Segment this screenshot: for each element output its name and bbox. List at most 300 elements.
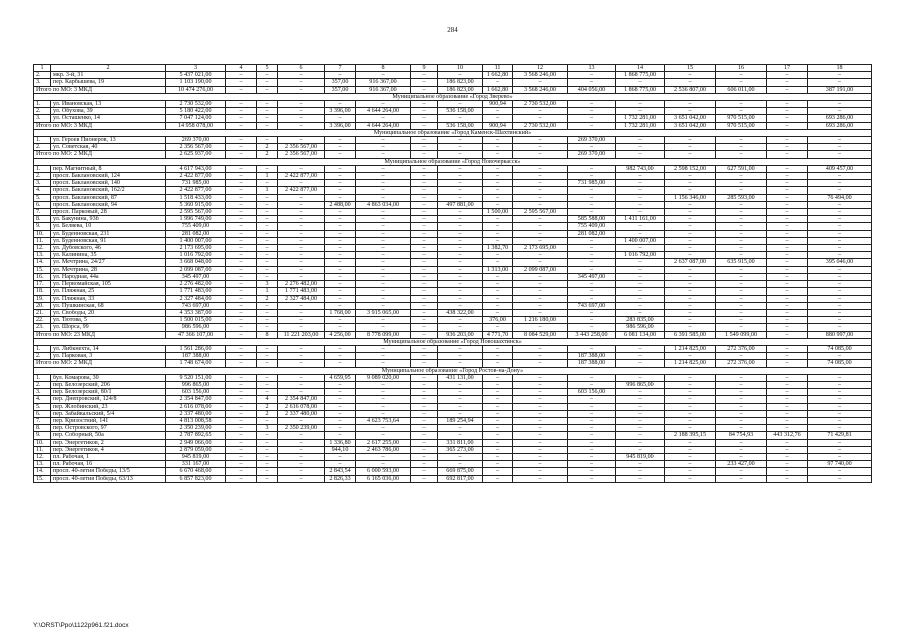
table-cell: – (513, 173, 568, 180)
section-row (34, 367, 872, 374)
section-title: Муниципальное образование «Город Каменск-Шахтинский» (34, 129, 872, 136)
table-cell: пер. Энергетиков, 2 (51, 439, 166, 446)
table-cell: ул. Шорса, 99 (51, 324, 166, 331)
table-cell: – (483, 345, 513, 352)
table-cell: – (438, 273, 483, 280)
header-cell: 3 (166, 65, 226, 72)
table-cell: – (356, 223, 411, 230)
table-cell: – (278, 252, 325, 259)
header-cell: 11 (483, 65, 513, 72)
total-cell: – (438, 151, 483, 158)
table-cell: – (808, 216, 872, 223)
table-cell: – (808, 180, 872, 187)
table-cell: – (767, 144, 808, 151)
table-cell: 5. (34, 403, 51, 410)
total-cell: 357,00 (325, 86, 356, 93)
table-cell: – (808, 245, 872, 252)
table-cell: – (325, 288, 356, 295)
table-cell: 6 857 823,00 (166, 475, 226, 482)
table-cell: – (767, 374, 808, 381)
table-cell: – (665, 230, 716, 237)
table-cell: – (767, 288, 808, 295)
table-cell: – (356, 266, 411, 273)
table-cell: – (483, 324, 513, 331)
table-cell: – (325, 216, 356, 223)
table-cell: 1. (34, 374, 51, 381)
table-cell: – (226, 273, 257, 280)
table-cell: – (808, 144, 872, 151)
table-cell: 2 (257, 403, 278, 410)
table-cell: 4 644 264,00 (356, 108, 411, 115)
table-cell: – (808, 403, 872, 410)
table-cell: 1 (257, 173, 278, 180)
table-cell: – (257, 79, 278, 86)
table-row (34, 144, 872, 151)
table-cell: – (411, 389, 438, 396)
table-cell: 2 422 877,00 (278, 187, 325, 194)
table-cell: – (226, 108, 257, 115)
table-cell: 1 500 015,00 (166, 317, 226, 324)
table-cell: – (568, 446, 616, 453)
table-cell: 12. (34, 453, 51, 460)
table-cell: – (278, 389, 325, 396)
table-cell: – (483, 180, 513, 187)
table-cell: – (278, 216, 325, 223)
table-cell: – (808, 309, 872, 316)
table-cell: 2 337 480,00 (278, 410, 325, 417)
table-cell: – (616, 223, 665, 230)
table-cell: – (665, 187, 716, 194)
table-cell: – (226, 453, 257, 460)
table-cell: – (278, 266, 325, 273)
table-cell: – (568, 309, 616, 316)
table-cell: – (411, 309, 438, 316)
table-cell: – (325, 410, 356, 417)
table-cell: – (483, 230, 513, 237)
section-title: Муниципальное образование «Город Новошахтинск» (34, 338, 872, 345)
table-cell: – (767, 389, 808, 396)
table-cell: – (411, 230, 438, 237)
table-cell: – (767, 317, 808, 324)
table-cell: – (325, 432, 356, 439)
table-cell: – (483, 432, 513, 439)
table-cell: – (716, 439, 767, 446)
table-cell: – (356, 353, 411, 360)
table-cell: пл. Рабочая, 1 (51, 453, 166, 460)
total-row (34, 360, 872, 367)
table-cell: 3. (34, 180, 51, 187)
table-row (34, 374, 872, 381)
table-cell: 365 273,00 (438, 446, 483, 453)
table-cell: ул. Пушкинская, 68 (51, 302, 166, 309)
table-cell: – (411, 173, 438, 180)
table-cell: – (411, 259, 438, 266)
table-cell: – (483, 309, 513, 316)
table-cell: – (513, 201, 568, 208)
table-cell: – (568, 266, 616, 273)
table-cell: 4 353 387,00 (166, 309, 226, 316)
table-cell: – (665, 468, 716, 475)
total-cell: – (438, 360, 483, 367)
table-cell: – (513, 137, 568, 144)
table-cell: – (257, 266, 278, 273)
table-cell: просп. Баклановский, 94 (51, 201, 166, 208)
table-cell: – (226, 309, 257, 316)
table-cell: 443 312,76 (767, 432, 808, 439)
table-cell: 4 659,95 (325, 374, 356, 381)
table-cell: – (513, 252, 568, 259)
table-cell: 14. (34, 468, 51, 475)
table-cell: – (411, 453, 438, 460)
table-cell: 1 996 749,00 (166, 216, 226, 223)
header-cell: 13 (568, 65, 616, 72)
table-cell: 233 427,00 (716, 461, 767, 468)
table-cell: – (767, 72, 808, 79)
table-cell: – (665, 173, 716, 180)
total-cell: 606 011,00 (716, 86, 767, 93)
table-cell: – (513, 475, 568, 482)
table-cell: 982 743,00 (616, 165, 665, 172)
table-cell: – (716, 79, 767, 86)
table-cell: – (438, 259, 483, 266)
table-cell: пер. Карбышева, 19 (51, 79, 166, 86)
table-row (34, 353, 872, 360)
table-cell: – (483, 281, 513, 288)
table-cell: – (716, 309, 767, 316)
table-cell: 6 000 593,00 (356, 468, 411, 475)
table-cell: 345 497,00 (166, 273, 226, 280)
table-cell: – (716, 209, 767, 216)
total-cell: – (226, 360, 257, 367)
table-cell: 7. (34, 417, 51, 424)
table-cell: – (438, 194, 483, 201)
header-cell: 7 (325, 65, 356, 72)
table-row (34, 137, 872, 144)
table-cell: – (513, 432, 568, 439)
table-row (34, 201, 872, 208)
table-cell: – (483, 273, 513, 280)
total-cell: – (411, 86, 438, 93)
table-cell: – (226, 461, 257, 468)
table-cell: – (356, 317, 411, 324)
table-cell: – (483, 353, 513, 360)
table-cell: – (483, 173, 513, 180)
table-cell: – (325, 317, 356, 324)
total-cell: – (411, 122, 438, 129)
total-cell: 2 625 937,00 (166, 151, 226, 158)
table-cell: ул. Обухова, 39 (51, 108, 166, 115)
table-cell: – (325, 237, 356, 244)
table-cell: – (226, 432, 257, 439)
table-cell: – (226, 396, 257, 403)
table-row (34, 115, 872, 122)
total-cell: – (226, 151, 257, 158)
table-cell: – (716, 187, 767, 194)
table-cell: – (226, 101, 257, 108)
table-cell: – (808, 101, 872, 108)
total-cell: 916 367,00 (356, 86, 411, 93)
table-cell: – (767, 345, 808, 352)
table-cell: – (808, 410, 872, 417)
table-cell: – (257, 468, 278, 475)
table-cell: – (716, 295, 767, 302)
total-cell: – (411, 360, 438, 367)
table-cell: – (767, 237, 808, 244)
table-cell: 3 568 246,00 (513, 72, 568, 79)
table-cell: – (616, 180, 665, 187)
table-cell: – (767, 273, 808, 280)
table-cell: – (356, 101, 411, 108)
table-cell: – (483, 216, 513, 223)
table-cell: – (356, 173, 411, 180)
table-cell: – (257, 259, 278, 266)
table-cell: – (568, 252, 616, 259)
table-cell: – (568, 453, 616, 460)
table-cell: 331 167,00 (166, 461, 226, 468)
table-cell: 3 915 065,00 (356, 309, 411, 316)
table-row (34, 165, 872, 172)
table-cell: – (665, 410, 716, 417)
table-cell: – (616, 389, 665, 396)
table-cell: – (356, 180, 411, 187)
table-row (34, 230, 872, 237)
table-row (34, 180, 872, 187)
table-cell: ул. Свободы, 20 (51, 309, 166, 316)
header-cell: 4 (226, 65, 257, 72)
table-cell: 4 623 753,64 (356, 417, 411, 424)
table-cell: – (356, 453, 411, 460)
table-cell: – (226, 79, 257, 86)
table-cell: – (716, 237, 767, 244)
table-cell: 497 881,00 (438, 201, 483, 208)
table-cell: – (616, 396, 665, 403)
table-cell: – (483, 403, 513, 410)
table-cell: 3 651 042,00 (665, 115, 716, 122)
table-cell: – (513, 115, 568, 122)
table-cell: ул. Либкнехта, 14 (51, 345, 166, 352)
table-row (34, 403, 872, 410)
table-cell: ул. Пляжная, 33 (51, 295, 166, 302)
table-cell: – (483, 201, 513, 208)
total-cell: – (226, 86, 257, 93)
table-cell: – (568, 374, 616, 381)
table-cell: – (278, 101, 325, 108)
table-cell: – (767, 439, 808, 446)
table-cell: – (483, 259, 513, 266)
table-cell: – (411, 237, 438, 244)
table-cell: – (665, 201, 716, 208)
table-cell: – (325, 417, 356, 424)
table-cell: ул. Тютова, 5 (51, 317, 166, 324)
table-cell: 2 (257, 410, 278, 417)
table-cell: – (356, 403, 411, 410)
total-cell: 6 081 134,00 (616, 331, 665, 338)
table-row (34, 317, 872, 324)
table-cell: – (278, 245, 325, 252)
table-cell: – (767, 101, 808, 108)
total-cell: 14 958 078,00 (166, 122, 226, 129)
table-cell: 3. (34, 389, 51, 396)
table-cell: – (226, 281, 257, 288)
table-cell: 84 754,93 (716, 432, 767, 439)
table-cell: 2 188 395,15 (665, 432, 716, 439)
table-row (34, 216, 872, 223)
total-cell: 1 662,80 (483, 86, 513, 93)
total-cell: Итого по МО: 3 МКД (34, 122, 166, 129)
table-cell: 669 875,00 (438, 468, 483, 475)
header-cell: 17 (767, 65, 808, 72)
table-cell: 283 835,00 (616, 317, 665, 324)
table-cell: – (616, 288, 665, 295)
table-cell: – (616, 108, 665, 115)
table-cell: – (356, 295, 411, 302)
table-cell: – (356, 381, 411, 388)
table-cell: – (356, 137, 411, 144)
table-cell: 189 254,94 (438, 417, 483, 424)
table-cell: – (356, 252, 411, 259)
table-cell: – (616, 273, 665, 280)
table-cell: 4 617 943,00 (166, 165, 226, 172)
table-cell: – (226, 201, 257, 208)
table-cell: – (325, 209, 356, 216)
table-cell: – (411, 446, 438, 453)
total-cell: – (325, 151, 356, 158)
table-cell: – (513, 288, 568, 295)
table-cell: – (278, 317, 325, 324)
table-cell: – (325, 381, 356, 388)
table-cell: – (716, 425, 767, 432)
table-cell: 431 131,00 (438, 374, 483, 381)
table-cell: – (411, 432, 438, 439)
table-cell: – (483, 374, 513, 381)
table-cell: – (356, 144, 411, 151)
table-cell: – (665, 403, 716, 410)
total-cell: – (356, 151, 411, 158)
table-cell: – (483, 165, 513, 172)
table-cell: – (226, 381, 257, 388)
table-cell: – (257, 108, 278, 115)
table-row (34, 79, 872, 86)
table-cell: 9. (34, 223, 51, 230)
table-cell: – (665, 381, 716, 388)
table-cell: – (438, 353, 483, 360)
table-cell: 1 771 483,00 (166, 288, 226, 295)
table-cell: – (616, 266, 665, 273)
table-cell: – (808, 468, 872, 475)
table-cell: 20. (34, 302, 51, 309)
table-cell: – (616, 410, 665, 417)
table-cell: – (257, 194, 278, 201)
table-cell: – (716, 101, 767, 108)
table-cell: – (325, 101, 356, 108)
table-cell: – (483, 417, 513, 424)
total-cell: – (226, 122, 257, 129)
table-cell: – (616, 475, 665, 482)
table-cell: – (665, 72, 716, 79)
footer-file-path: Y:\ORST\Ppo\1122p961.f21.docx (33, 622, 129, 629)
table-cell: 21. (34, 309, 51, 316)
table-cell: – (616, 194, 665, 201)
table-cell: – (767, 425, 808, 432)
table-cell: – (665, 324, 716, 331)
table-row (34, 468, 872, 475)
table-cell: 996 865,00 (616, 381, 665, 388)
table-cell: – (438, 209, 483, 216)
table-cell: 1. (34, 101, 51, 108)
table-cell: – (616, 353, 665, 360)
table-cell: – (438, 288, 483, 295)
table-cell: – (808, 317, 872, 324)
table-cell: – (325, 187, 356, 194)
table-cell: – (808, 396, 872, 403)
table-cell: – (568, 259, 616, 266)
table-cell: 74 085,00 (808, 345, 872, 352)
table-cell: – (665, 245, 716, 252)
table-cell: – (483, 439, 513, 446)
table-cell: – (568, 345, 616, 352)
table-cell: 13. (34, 252, 51, 259)
table-cell: 1 662,80 (483, 72, 513, 79)
table-cell: – (513, 144, 568, 151)
table-cell: 5 360 915,00 (166, 201, 226, 208)
total-cell: 2 730 532,00 (513, 122, 568, 129)
table-cell: – (226, 353, 257, 360)
table-cell: – (568, 281, 616, 288)
table-cell: 8. (34, 425, 51, 432)
table-cell: – (325, 144, 356, 151)
table-cell: – (665, 273, 716, 280)
table-cell: 1 732 281,00 (616, 115, 665, 122)
table-cell: – (483, 389, 513, 396)
table-cell: 331 811,00 (438, 439, 483, 446)
total-cell: 3 396,00 (325, 122, 356, 129)
table-cell: 5 180 422,00 (166, 108, 226, 115)
table-cell: – (665, 252, 716, 259)
table-cell: 9 089 020,00 (356, 374, 411, 381)
table-cell: – (438, 345, 483, 352)
table-cell: – (808, 353, 872, 360)
total-cell: 3 568 246,00 (513, 86, 568, 93)
table-cell: – (767, 324, 808, 331)
table-cell: – (767, 230, 808, 237)
table-cell: – (226, 180, 257, 187)
total-cell: – (616, 360, 665, 367)
total-cell: 74 085,00 (808, 360, 872, 367)
total-cell: 2 356 567,00 (278, 151, 325, 158)
header-cell: 9 (411, 65, 438, 72)
table-cell: – (356, 216, 411, 223)
table-cell: – (226, 266, 257, 273)
table-cell: – (411, 403, 438, 410)
table-cell: 2 337 480,00 (166, 410, 226, 417)
table-cell: – (568, 288, 616, 295)
total-cell: 47 366 107,00 (166, 331, 226, 338)
table-cell: – (808, 453, 872, 460)
total-cell: 536 158,00 (438, 122, 483, 129)
total-cell: – (278, 122, 325, 129)
table-cell: – (257, 273, 278, 280)
table-cell: 2. (34, 72, 51, 79)
table-cell: – (278, 345, 325, 352)
table-cell: 3. (34, 79, 51, 86)
table-cell: – (226, 317, 257, 324)
table-cell: – (226, 302, 257, 309)
table-cell: – (665, 302, 716, 309)
total-cell: 1 214 825,00 (665, 360, 716, 367)
table-cell: 1 768,00 (325, 309, 356, 316)
table-cell: 1 500,00 (483, 209, 513, 216)
table-cell: ул. Калинина, 35 (51, 252, 166, 259)
